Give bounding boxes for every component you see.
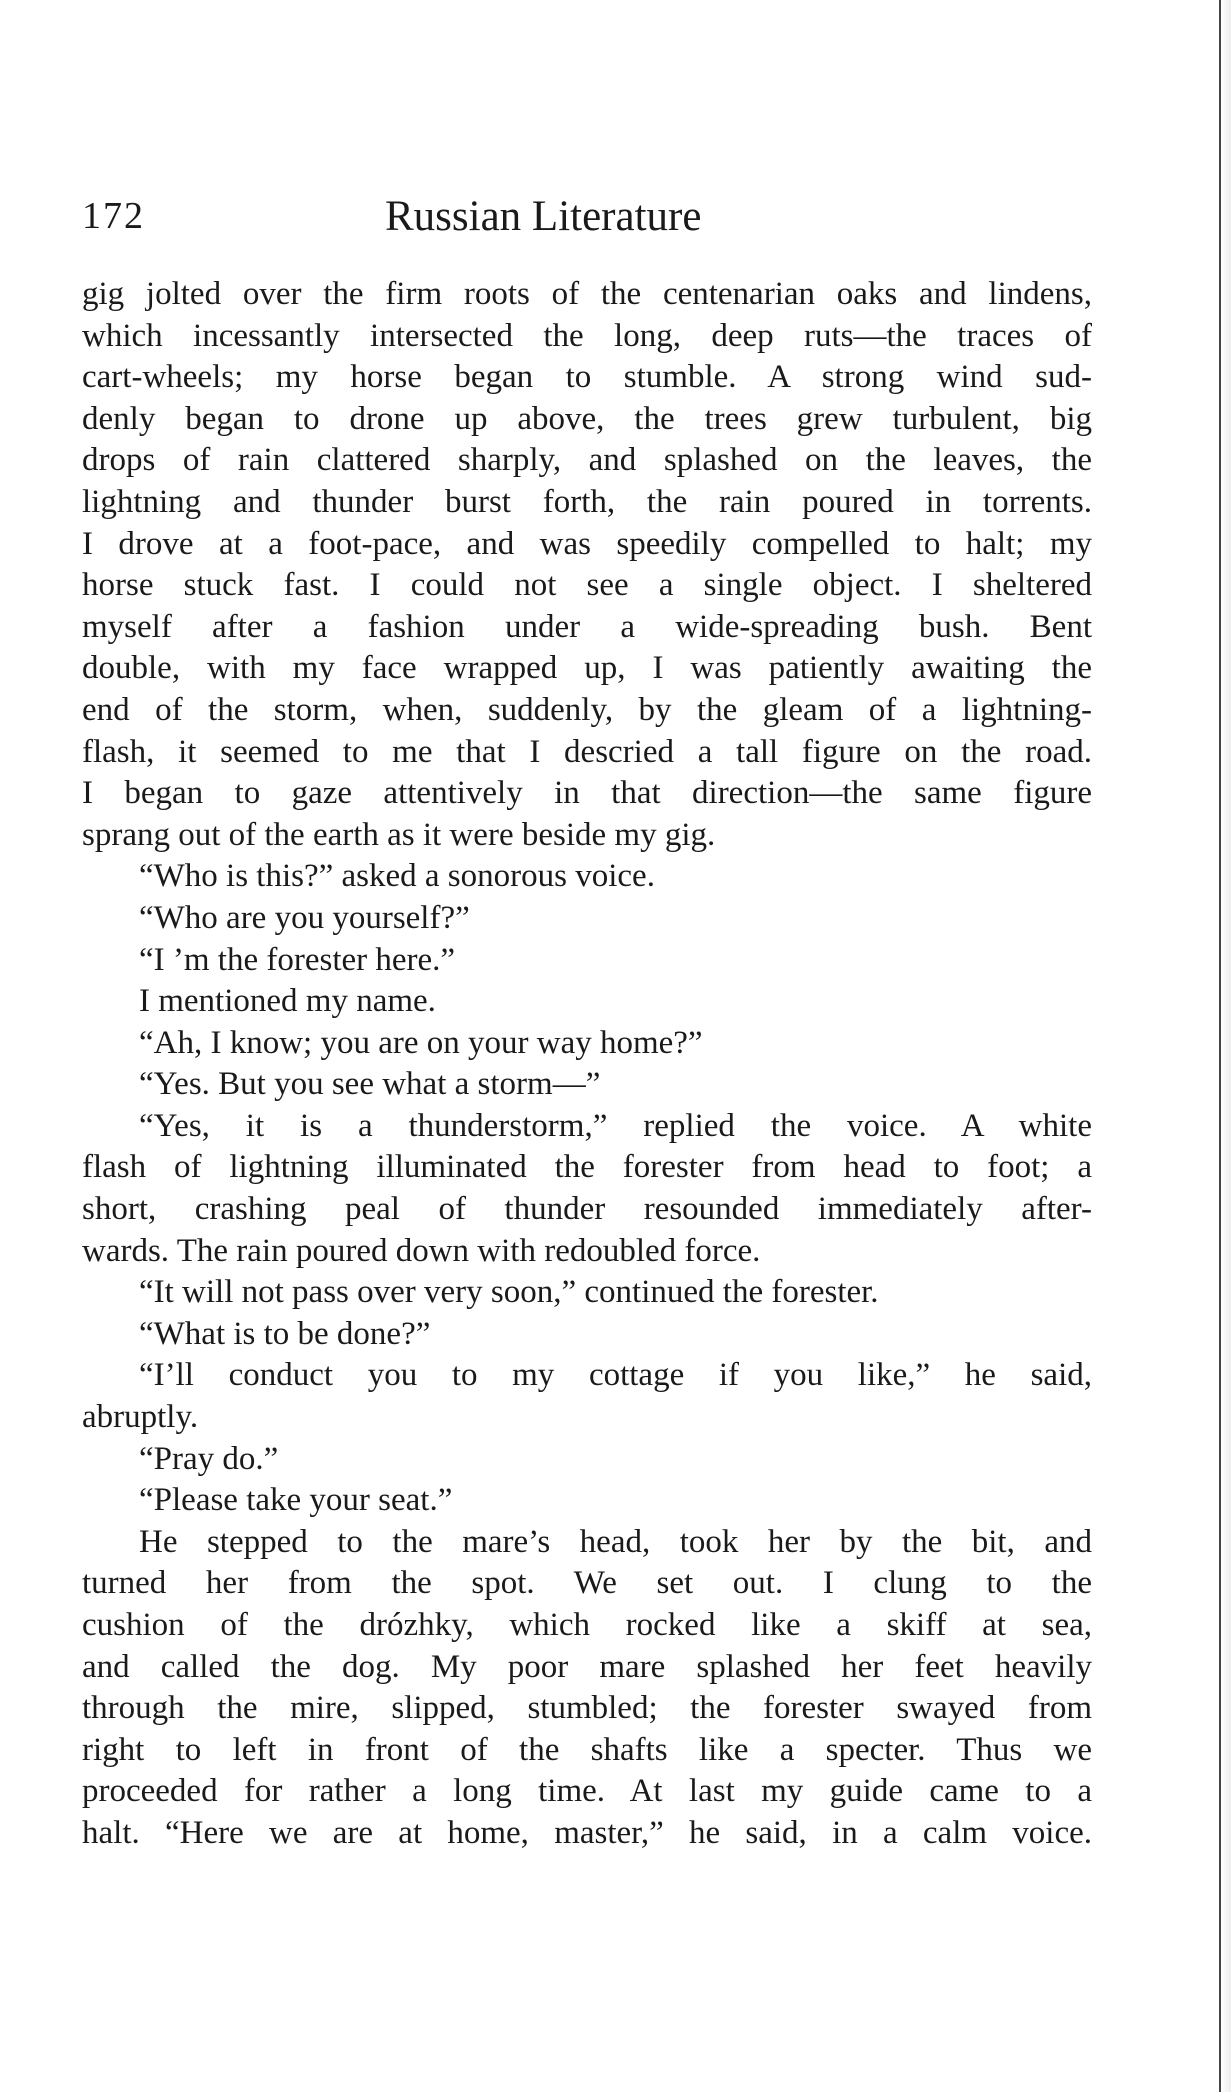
dialogue-line: “It will not pass over very soon,” continued the forester. — [139, 1274, 879, 1311]
text-line: wards. The rain poured down with redoubled force. — [82, 1232, 761, 1269]
dialogue-line: “Yes, it is a thunderstorm,” replied the voice. A white — [139, 1107, 1092, 1144]
text-line: right to left in front of the shafts like a specter. Thus we — [82, 1731, 1092, 1768]
text-line: end of the storm, when, suddenly, by the gleam of a lightning- — [82, 691, 1092, 728]
text-line: horse stuck fast. I could not see a single object. I sheltered — [82, 567, 1092, 604]
text-line: drops of rain clattered sharply, and splashed on the leaves, the — [82, 442, 1092, 479]
text-line: denly began to drone up above, the trees grew turbulent, big — [82, 400, 1092, 437]
dialogue-line: “I ’m the forester here.” — [139, 941, 456, 978]
text-line: lightning and thunder burst forth, the rain poured in torrents. — [82, 483, 1092, 520]
text-line: cart-wheels; my horse began to stumble. A strong wind sud- — [82, 359, 1092, 396]
dialogue-line: “Yes. But you see what a storm—” — [139, 1066, 601, 1103]
dialogue-line: “Please take your seat.” — [139, 1482, 453, 1519]
text-line: turned her from the spot. We set out. I clung to the — [82, 1565, 1092, 1602]
text-line: which incessantly intersected the long, deep ruts—the traces of — [82, 317, 1092, 354]
text-line: and called the dog. My poor mare splashed her feet heavily — [82, 1648, 1092, 1685]
text-line: through the mire, slipped, stumbled; the forester swayed from — [82, 1690, 1092, 1727]
dialogue-line: “Who are you yourself?” — [139, 899, 470, 936]
dialogue-line: “Who is this?” asked a sonorous voice. — [139, 858, 655, 895]
text-line: I drove at a foot-pace, and was speedily compelled to halt; my — [82, 525, 1092, 562]
text-line: cushion of the drózhky, which rocked like a skiff at sea, — [82, 1607, 1092, 1643]
dialogue-line: “Pray do.” — [139, 1440, 279, 1477]
text-line: proceeded for rather a long time. At last my guide came to a — [82, 1773, 1092, 1810]
text-line: He stepped to the mare’s head, took her by the bit, and — [139, 1523, 1092, 1560]
text-line: myself after a fashion under a wide-spreading bush. Bent — [82, 608, 1092, 645]
dialogue-line: “I’ll conduct you to my cottage if you like,” he said, — [139, 1357, 1092, 1394]
text-line: short, crashing peal of thunder resounded immediately after- — [82, 1191, 1092, 1228]
text-line: double, with my face wrapped up, I was patiently awaiting the — [82, 650, 1092, 687]
running-title: Russian Literature — [385, 193, 702, 240]
body-text — [82, 274, 1092, 1855]
text-line: sprang out of the earth as it were beside my gig. — [82, 816, 716, 853]
text-line: I began to gaze attentively in that direction—the same figure — [82, 775, 1092, 812]
text-line: flash, it seemed to me that I descried a tall figure on the road. — [82, 733, 1092, 770]
text-line: halt. “Here we are at home, master,” he said, in a calm voice. — [82, 1814, 1092, 1851]
text-line: I mentioned my name. — [139, 983, 436, 1020]
text-line: abruptly. — [82, 1399, 199, 1436]
page-edge — [1219, 0, 1231, 2092]
dialogue-line: “Ah, I know; you are on your way home?” — [139, 1024, 703, 1061]
text-line: flash of lightning illuminated the forester from head to foot; a — [82, 1149, 1092, 1186]
page-number: 172 — [82, 195, 145, 237]
dialogue-line: “What is to be done?” — [139, 1315, 431, 1352]
text-line: gig jolted over the firm roots of the centenarian oaks and lindens, — [82, 276, 1092, 312]
page-header — [82, 192, 1092, 248]
